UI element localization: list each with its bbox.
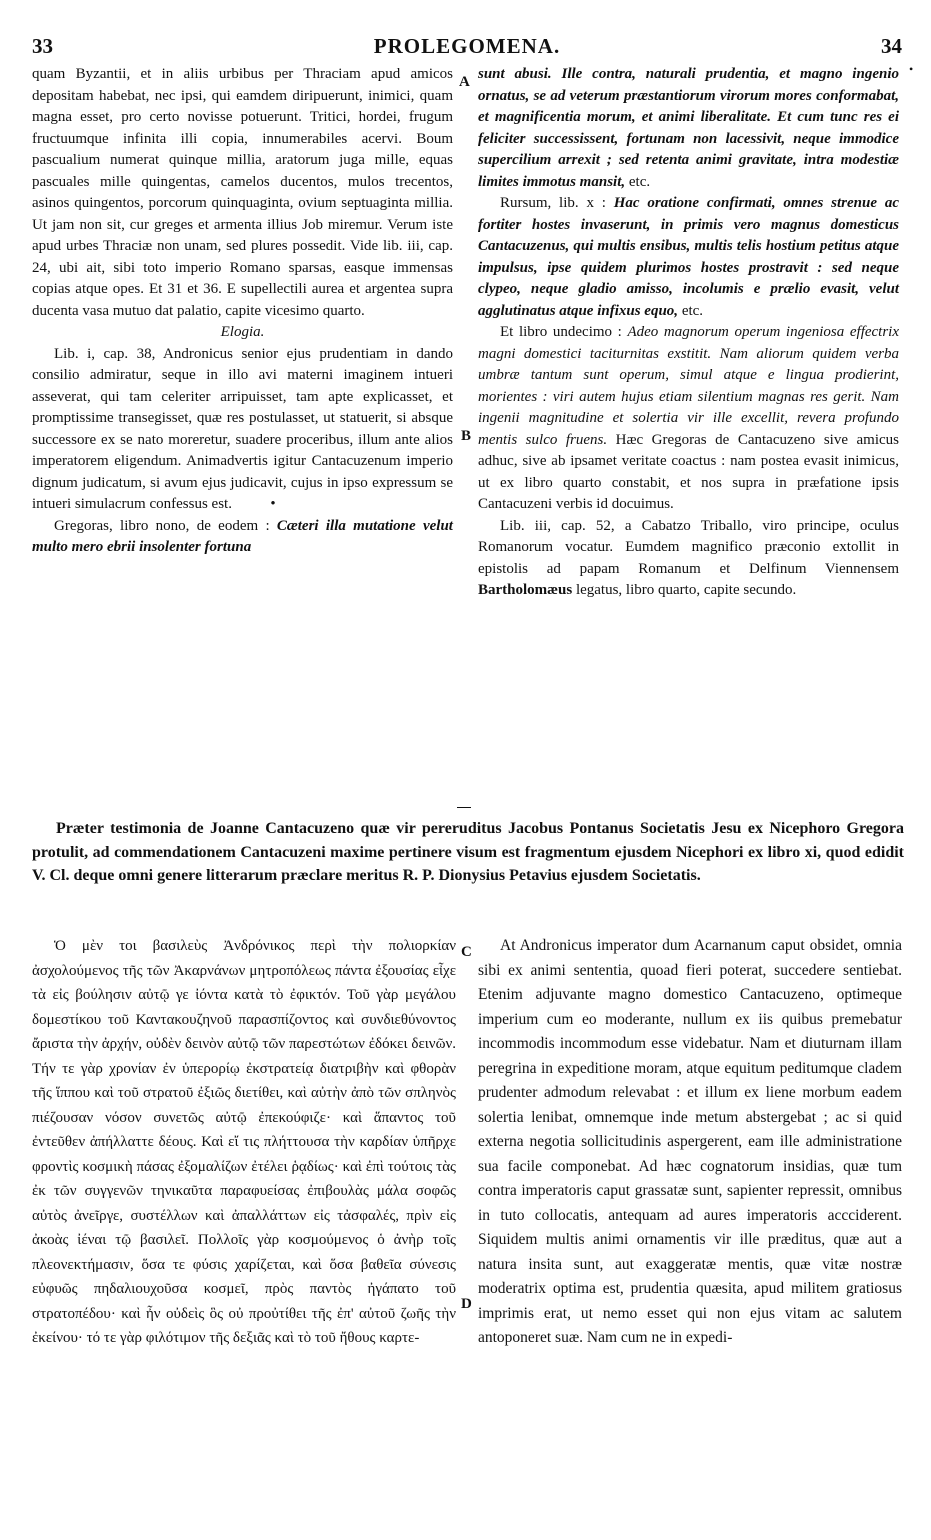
paragraph-libro-undecimo: Et libro undecimo : Adeo magnorum operum ingeniosa effectrix magni domestici taciturnitas exstitit. Nam aliorum quidem verba umbræ tantum sunt operum, simul atque e lingua prodierint, morientes : viri autem hujus etiam silentium magnas res gerit. Nam ingenii magnitudine et solertia vir ille excellit, revera profundo mentis sulco fruens. Hæc Gregoras de Cantacuzeno sive amicus adhuc, sive ab ipsamet veritate coactus : nam postea evasit inimicus, ut ex libro quarto constabit, et nos supra in præfatione ipsis Cantacuzeni verbis id docuimus. bbox=[478, 324, 900, 512]
paragraph-wealth: quam Byzantii, et in aliis urbibus per Thraciam apud amicos depositam habebat, nec ipsi, qui eamdem diripuerunt, inimici, quam magna esset, pro certo novisse potuerunt. Tritici, hordei, frugum fructuumque infinita illi copia, innumerabiles acervi. Boum pascualium numerat quinque millia, aratorum juga mille, equas pascuales mille quingentas, camelos ducentos, mulos trecentos, asinos quingentos, porcorum quinquaginta, ovium septuaginta millia. Ut jam non sit, cur greges et armenta illius Job miremur. Verum iste apud urbes Thraciæ non unam, sed plures possedit. Vide lib. iii, cap. 24, ubi ait, sibi toto imperio Romano sparsas, easque immensas copias atque opes. Et 31 et 36. E supellectili aurea et argentea supra ducenta vasa mutuo dat palatio, capite vicesimo quarto. bbox=[32, 66, 453, 319]
upper-right-column bbox=[478, 64, 899, 602]
greek-text: Ὁ μὲν τοι βασιλεὺς Ἀνδρόνικος περὶ τὴν πολιορκίαν ἀσχολούμενος τῆς τῶν Ἀκαρνάνων μητροπόλεως πάντα ἐξουσίας εἶχε τὰ εἰς βούλησιν αὐτῷ γε ἰόντα κατὰ τὸ ἐφικτόν. Τοῦ γὰρ μεγάλου δομεστίκου τοῦ Καντακουζηνοῦ παρασπίζοντος καὶ συνδιεθύνοντος ἄριστα τὴν ἀρχήν, οὐδὲν δεινὸν αὐτῷ τῶν παρεστώτων ἐδόκει δεινῶν. Τήν τε γὰρ χρονίαν ἐν ὑπερορίῳ ἐκστρατείᾳ διατριβὴν καὶ φθορὰν τῆς ἵππου καὶ τοῦ στρατοῦ ἐξιῶς διετίθει, καὶ αὐτὴν ἀπὸ τῶν σπληνὸς πιέζουσαν νόσον συνετῶς αὐτῷ ἐπεκούφιζε· καὶ ἅπαντος τοῦ ἐντεῦθεν ἀπήλλαττε δέους. Καὶ εἴ τις πλήττουσα τὴν καρδίαν ὑπῆρχε φροντὶς κοσμικὴ πάσας ἐξομαλίζων ἐτέλει ῥᾳδίως· καὶ ἐπὶ τούτοις τὰς ἐκ τῶν συγγενῶν τηνικαῦτα παραφυείσας ἐπιβουλὰς μάλα σοφῶς αὐτὸς ἀνεῖργε, συστέλλων καὶ ἀπαλλάττων εἰς τἀσφαλές, πρὶν εἰς ἀκοὰς ἰέναι τῷ βασιλεῖ. Πολλοῖς γὰρ κοσμούμενος ὁ ἀνὴρ τοῖς πλεονεκτήμασιν, ὅσα τε φύσις χαρίζεται, καὶ ὅσα βαθεῖα σύνεσις εὐφυῶς πηδαλιουχοῦσα κοσμεῖ, πρὸς παντὸς ἠγάπατο τοῦ στρατοπέδου· καὶ ἦν οὐδεὶς ὃς οὐ προὐτίθει τῆς ἐπ' αὐτοῦ ζωῆς τὴν ἐκείνου· τό τε γὰρ φιλότιμον τῆς δεξιᾶς καὶ τὸ τοῦ ἤθους καρτε- bbox=[32, 938, 456, 1346]
introductory-paragraph: Præter testimonia de Joanne Cantacuzeno quæ vir pereruditus Jacobus Pontanus Societatis Jesu ex Nicephoro Gregora protulit, ad commendationem Cantacuzeni maxime pertinere visum est fragmentum ejusdem Nicephori ex libro xi, quod edidit V. Cl. deque omni genere litterarum præclare meritus R. P. Dionysius Petavius ejusdem Societatis. bbox=[32, 820, 904, 884]
greek-column bbox=[32, 934, 456, 1351]
paragraph-quote-continued: sunt abusi. Ille contra, naturali prudentia, et magno ingenio ornatus, se ad veterum præstantiorum virorum mores conformabat, et magnificentia morum, et animi liberalitate. Et cum tunc res ei feliciter successissent, fortunam non lacessivit, neque immodice supercilium arrexit ; sed retenta animi gravitate, intra modestiæ limites immotus mansit, etc. bbox=[478, 66, 899, 190]
margin-letter-d: D bbox=[461, 1296, 472, 1312]
margin-letter-c: C bbox=[461, 944, 472, 960]
introductory-note bbox=[32, 817, 904, 888]
stray-dot: • bbox=[909, 62, 914, 76]
paragraph-gregoras: Gregoras, libro nono, de eodem : Cæteri illa mutatione velut multo mero ebrii insolenter fortuna bbox=[32, 517, 453, 555]
running-header bbox=[32, 34, 902, 60]
paragraph-cabatzo: Lib. iii, cap. 52, a Cabatzo Triballo, viro principe, oculus Romanorum vocatur. Eumdem magnifico præconio extollit in epistolis ad papam Romanum et Delfinum Viennensem Bartholomæus legatus, libro quarto, capite secundo. bbox=[478, 517, 899, 598]
upper-left-column bbox=[32, 64, 453, 559]
star-mark: • bbox=[270, 496, 276, 512]
margin-letter-b: B bbox=[461, 428, 472, 444]
paragraph-rursum: Rursum, lib. x : Hac oratione confirmati, omnes strenue ac fortiter hostes invaserunt, in primis vero magnus domesticus Cantacuzenus, qui multis ensibus, multis telis hostium petitus atque impulsus, ipse quidem plurimos hostes prostravit : sed neque clypeo, neque gladio amisso, incolumis e prælio evasit, velut agglutinatus atque infixus equo, etc. bbox=[478, 195, 899, 319]
separator-rule bbox=[457, 807, 471, 808]
latin-translation-column bbox=[478, 934, 902, 1351]
page-title: PROLEGOMENA. bbox=[373, 34, 561, 58]
section-subheading: Elogia. bbox=[220, 324, 265, 340]
page-number-left: 33 bbox=[32, 34, 53, 58]
paragraph-elogia: Lib. i, cap. 38, Andronicus senior ejus prudentiam in dando consilio admiratur, seque in illo avi materni imaginem intueri asseverat, qui tam celeriter arripuisset, tam apte explicasset, et promptissime transegisset, quæ res postulasset, ut statuerit, si absque successore ex se nato moreretur, suadere proceribus, illum ante alios imperatorem eligendum. Animadvertis igitur Cantacuzenum imperio dignum judicatum, si avum ejus judicavit, cujus in ipso expressum se intueri simulacrum confessus est. • bbox=[32, 344, 453, 516]
latin-text: At Andronicus imperator dum Acarnanum caput obsidet, omnia sibi ex animi sententia, quoad fieri poterat, succedere sentiebat. Etenim adjuvante magno domestico Cantacuzeno, optimeque imperium cum eo moderante, nullum ex iis quibus premebatur incommodis incommodum esse videbatur. Nam et diuturnam illam peregrina in expeditione moram, atque equitum peditumque cladem prudenter admodum relevabat : et illum ex liene morbum eadem solertia lenibat, omnemque inde metum abstergebat ; ac si quid externa negotia sollicitudinis aspergerent, eam ille administratione sua facile componebat. Ad hæc cognatorum insidias, quæ tum contra imperatoris caput grassatæ sunt, sapienter repressit, omnibus in tuto collocatis, antequam ad aures imperatoris accciderent. Siquidem multis animi ornamentis vir ille præditus, quæ aut a natura insita sunt, aut exaggeratæ mentis, quæ vitæ nostræ moderatrix optima est, prudentia quæsita, apud militem gratiosus imprimis erat, ut nemo esset qui non ejus vitam ac salutem antoponeret suæ. Nam cum ne in expedi- bbox=[478, 937, 902, 1346]
page-number-right: 34 bbox=[881, 34, 902, 58]
margin-letter-a: A bbox=[459, 74, 470, 90]
